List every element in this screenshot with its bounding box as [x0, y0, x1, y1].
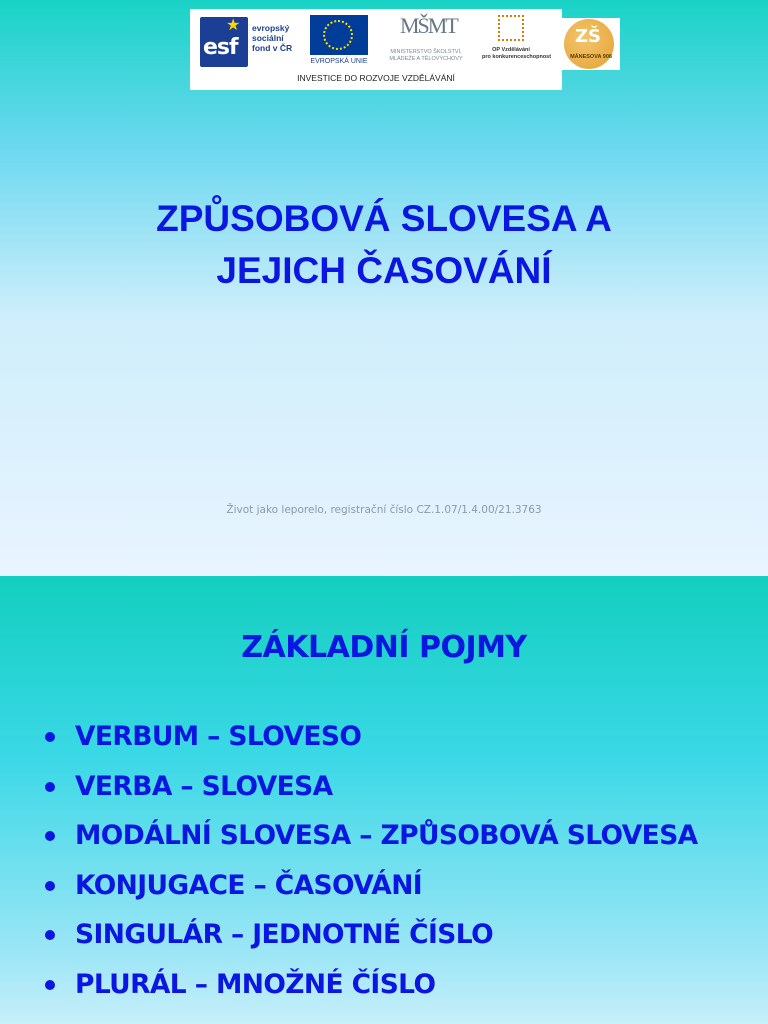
bullet-icon	[45, 980, 55, 990]
title-line-2: JEJICH ČASOVÁNÍ	[216, 250, 552, 291]
op-logo	[482, 13, 552, 73]
list-item	[42, 912, 742, 962]
investice-caption: INVESTICE DO ROZVOJE VZDĚLÁVÁNÍ	[297, 73, 455, 83]
eu-caption: EVROPSKÁ UNIE	[310, 58, 368, 65]
school-logo-caption: MÁNESOVA 908	[570, 54, 612, 60]
slide-heading: ZÁKLADNÍ POJMY	[241, 630, 527, 665]
esf-mark-text: esf	[203, 35, 238, 60]
eu-stars-ring	[323, 20, 353, 50]
eu-logo	[308, 15, 370, 71]
op-icon	[498, 15, 524, 41]
list-item	[42, 764, 742, 814]
school-logo	[562, 18, 620, 70]
bullet-icon	[45, 732, 55, 742]
star-icon: ★	[226, 15, 241, 34]
slide-title-text	[60, 193, 708, 297]
eu-flag-icon	[310, 15, 368, 55]
bullet-icon	[45, 881, 55, 891]
esf-icon	[200, 17, 248, 67]
school-logo-mark: ZŠ	[575, 26, 602, 47]
title-line-1: ZPŮSOBOVÁ SLOVESA A	[156, 198, 612, 239]
op-caption: OP Vzdělávání pro konkurenceschopnost	[482, 47, 552, 60]
list-item	[42, 714, 742, 764]
list-item-text: VERBA – SLOVESA	[75, 770, 333, 802]
project-registration: Život jako leporelo, registrační číslo CZ.1.07/1.4.00/21.3763	[226, 504, 542, 516]
msmt-mark: MŠMT	[400, 13, 457, 38]
list-item	[42, 813, 742, 863]
bullet-list	[42, 714, 742, 1012]
esf-logo	[200, 15, 292, 71]
bullet-icon	[45, 782, 55, 792]
list-item-text: VERBUM – SLOVESO	[75, 721, 362, 752]
list-item-text: MODÁLNÍ SLOVESA – ZPŮSOBOVÁ SLOVESA	[75, 820, 698, 852]
list-item-text: PLURÁL – MNOŽNÉ ČÍSLO	[75, 968, 436, 1000]
list-item	[42, 962, 742, 1012]
list-item	[42, 863, 742, 913]
msmt-caption: MINISTERSTVO ŠKOLSTVÍ, MLÁDEŽE A TĚLOVÝCHOVY	[389, 49, 463, 62]
list-item-text: KONJUGACE – ČASOVÁNÍ	[75, 869, 423, 901]
logo-banner	[190, 9, 562, 90]
bullet-icon	[45, 831, 55, 841]
esf-caption: evropský sociální fond v ČR	[252, 23, 293, 53]
list-item-text: SINGULÁR – JEDNOTNÉ ČÍSLO	[75, 919, 494, 951]
bullet-icon	[45, 930, 55, 940]
msmt-logo	[374, 13, 478, 73]
